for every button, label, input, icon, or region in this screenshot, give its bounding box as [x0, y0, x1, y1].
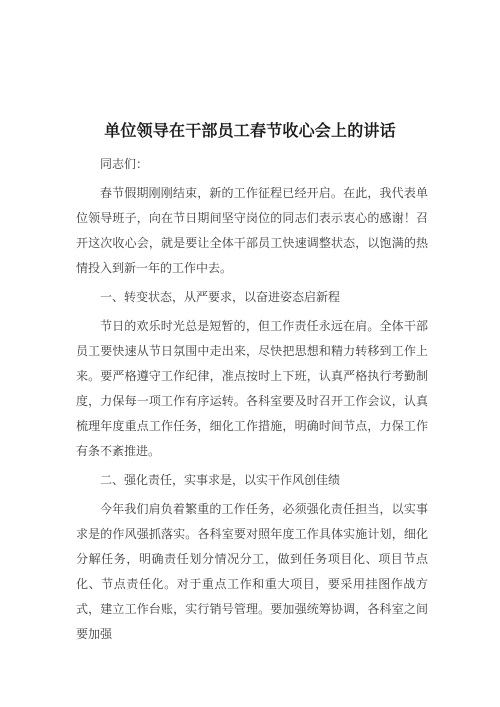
document-body: [76, 152, 428, 651]
section-heading-1: 一、转变状态，从严要求，以奋进姿态启新程: [100, 290, 341, 304]
salutation: 同志们：: [100, 157, 149, 171]
document-title: 单位领导在干部员工春节收心会上的讲话: [104, 121, 396, 140]
paragraph-intro: 春节假期刚刚结束，新的工作征程已经开启。在此，我代表单位领导班子，向在节日期间坚守岗位的同志们表示衷心的感谢！召开这次收心会，就是要让全体干部员工快速调整状态，以饱满的热情投入到新一年的工作中去。: [76, 186, 428, 275]
paragraph-section-2: 今年我们肩负着繁重的工作任务，必须强化责任担当，以实事求是的作风强抓落实。各科室要对照年度工作具体实施计划，细化分解任务，明确责任划分情况分工，做到任务项目化、项目节点化、节点责任化。对于重点工作和重大项目，要采用挂图作战方式，建立工作台账，实行销号管理。要加强统筹协调，各科室之间要加强: [76, 502, 428, 641]
section-heading-2: 二、强化责任，实事求是，以实干作风创佳绩: [100, 473, 341, 487]
paragraph-section-1: 节日的欢乐时光总是短暂的，但工作责任永远在肩。全体干部员工要快速从节日氛围中走出来，尽快把思想和精力转移到工作上来。要严格遵守工作纪律，准点按时上下班，认真严格执行考勤制度，力保每一项工作有序运转。各科室要及时召开工作会议，认真梳理年度重点工作任务，细化工作措施，明确时间节点，力保工作有条不紊推进。: [76, 319, 428, 458]
